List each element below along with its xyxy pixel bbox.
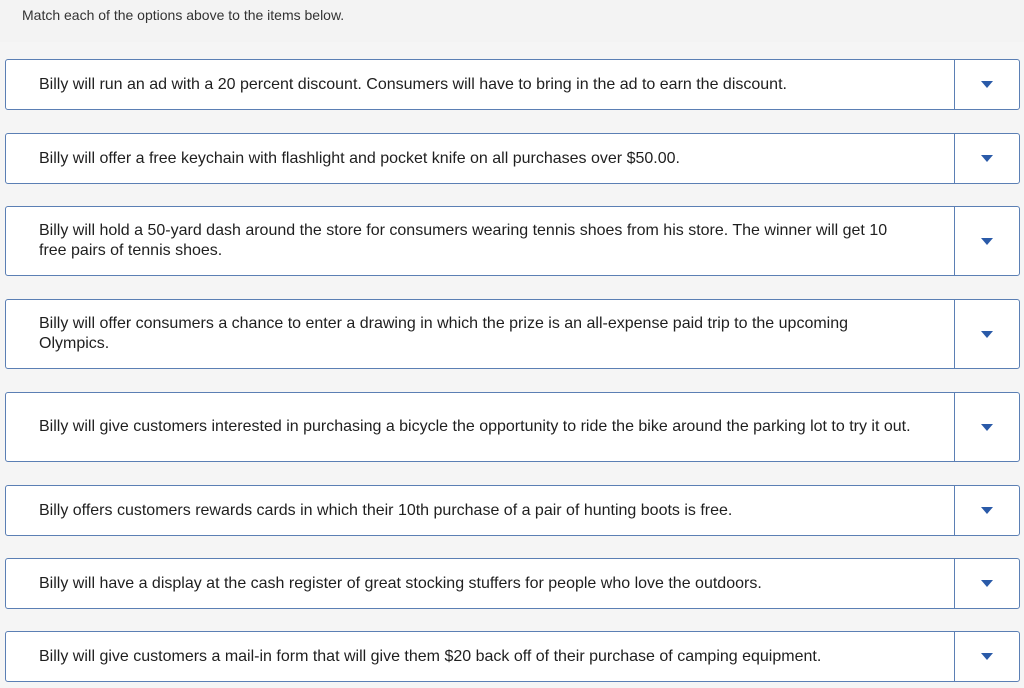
match-dropdown[interactable]: [954, 393, 1019, 461]
match-item-text: Billy will give customers interested in purchasing a bicycle the opportunity to ride the bike around the parking lot to try it out.: [39, 418, 911, 435]
match-item-6: [5, 485, 1020, 536]
match-item-text: Billy will have a display at the cash register of great stocking stuffers for people who love the outdoors.: [39, 574, 762, 592]
match-item-text: Billy will run an ad with a 20 percent discount. Consumers will have to bring in the ad to earn the discount.: [39, 75, 787, 93]
caret-down-icon: [981, 424, 993, 431]
match-dropdown[interactable]: [954, 632, 1019, 681]
caret-down-icon: [981, 155, 993, 162]
match-item-text: Billy will offer consumers a chance to enter a drawing in which the prize is an all-expense paid trip to the upcoming Olympics.: [39, 315, 849, 352]
match-item-text: Billy offers customers rewards cards in which their 10th purchase of a pair of hunting boots is free.: [39, 501, 733, 519]
match-item-2: [5, 133, 1020, 184]
match-dropdown[interactable]: [954, 300, 1019, 368]
caret-down-icon: [981, 331, 993, 338]
match-dropdown[interactable]: [954, 486, 1019, 535]
match-item-8: [5, 631, 1020, 682]
caret-down-icon: [981, 507, 993, 514]
match-dropdown[interactable]: [954, 559, 1019, 608]
match-item-4: [5, 299, 1020, 369]
match-item-text: Billy will hold a 50-yard dash around the store for consumers wearing tennis shoes from his store. The winner will get 10 free pairs of tennis shoes.: [39, 222, 888, 259]
match-item-text: Billy will offer a free keychain with flashlight and pocket knife on all purchases over $50.00.: [39, 149, 680, 167]
match-dropdown[interactable]: [954, 207, 1019, 275]
match-item-1: [5, 59, 1020, 110]
instruction-bar: [0, 0, 1024, 42]
match-item-3: [5, 206, 1020, 276]
caret-down-icon: [981, 81, 993, 88]
caret-down-icon: [981, 653, 993, 660]
match-item-5: [5, 392, 1020, 462]
instruction-text: Match each of the options above to the items below.: [22, 7, 345, 23]
match-dropdown[interactable]: [954, 134, 1019, 183]
match-item-7: [5, 558, 1020, 609]
match-dropdown[interactable]: [954, 60, 1019, 109]
match-items-list: [0, 42, 1024, 688]
match-item-text: Billy will give customers a mail-in form that will give them $20 back off of their purchase of camping equipment.: [39, 647, 822, 665]
caret-down-icon: [981, 580, 993, 587]
caret-down-icon: [981, 238, 993, 245]
